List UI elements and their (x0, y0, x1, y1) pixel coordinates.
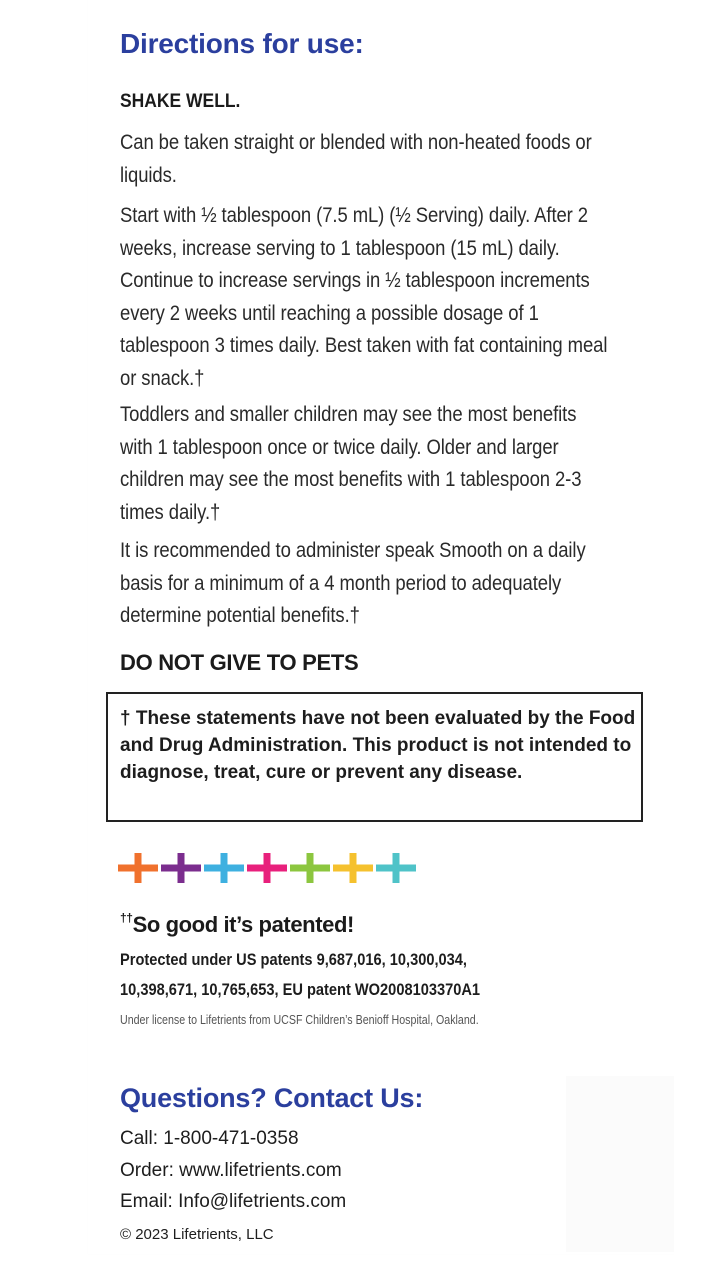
direction-paragraph: Toddlers and smaller children may see the most benefits with 1 tablespoon once or twice daily. Older and larger children may see the most benefits with 1 tablespoon 2-3 times daily.† (120, 403, 582, 524)
page-margin-left (0, 0, 88, 1280)
contact-heading: Questions? Contact Us: (120, 1083, 424, 1113)
fda-disclaimer-text: † These statements have not been evaluated by the Food and Drug Administration. This product is not intended to diagnose, treat, cure or prevent any disease. (120, 708, 636, 783)
copyright: © 2023 Lifetrients, LLC (120, 1226, 274, 1243)
pets-warning: DO NOT GIVE TO PETS (120, 650, 359, 675)
patent-line: 10,398,671, 10,765,653, EU patent WO2008103370A1 (120, 980, 481, 999)
color-cross-icon (247, 853, 287, 883)
contact-email: Email: Info@lifetrients.com (120, 1191, 347, 1212)
patent-marker: †† (120, 910, 133, 925)
color-cross-icon (118, 853, 158, 883)
patent-numbers (120, 945, 602, 1005)
contact-website: Order: www.lifetrients.com (120, 1160, 342, 1181)
page-margin-right (674, 0, 720, 1280)
shake-well-instruction: SHAKE WELL. (120, 91, 241, 112)
patent-line: Protected under US patents 9,687,016, 10,300,034, (120, 950, 467, 969)
direction-paragraph: Start with ½ tablespoon (7.5 mL) (½ Serving) daily. After 2 weeks, increase serving to 1 tablespoon (15 mL) daily. Continue to increase servings in ½ tablespoon increments every 2 weeks until reaching a possible dosage of 1 tablespoon 3 times daily. Best taken with fat containing meal or snack.† (120, 204, 608, 390)
cross-logo-row (118, 845, 428, 891)
direction-paragraph: It is recommended to administer speak Smooth on a daily basis for a minimum of a 4 month period to adequately determine potential benefits.† (120, 539, 586, 627)
license-note: Under license to Lifetrients from UCSF Children’s Benioff Hospital, Oakland. (120, 1012, 479, 1027)
patented-headline (120, 912, 354, 938)
direction-paragraph: Can be taken straight or blended with non-heated foods or liquids. (120, 131, 592, 187)
background-patch (566, 1076, 674, 1252)
color-cross-icon (161, 853, 201, 883)
patented-text: So good it’s patented! (132, 912, 354, 937)
color-cross-icon (333, 853, 373, 883)
color-cross-icon (204, 853, 244, 883)
color-cross-icon (376, 853, 416, 883)
directions-heading: Directions for use: (120, 28, 364, 59)
contact-phone: Call: 1-800-471-0358 (120, 1128, 299, 1149)
color-cross-icon (290, 853, 330, 883)
